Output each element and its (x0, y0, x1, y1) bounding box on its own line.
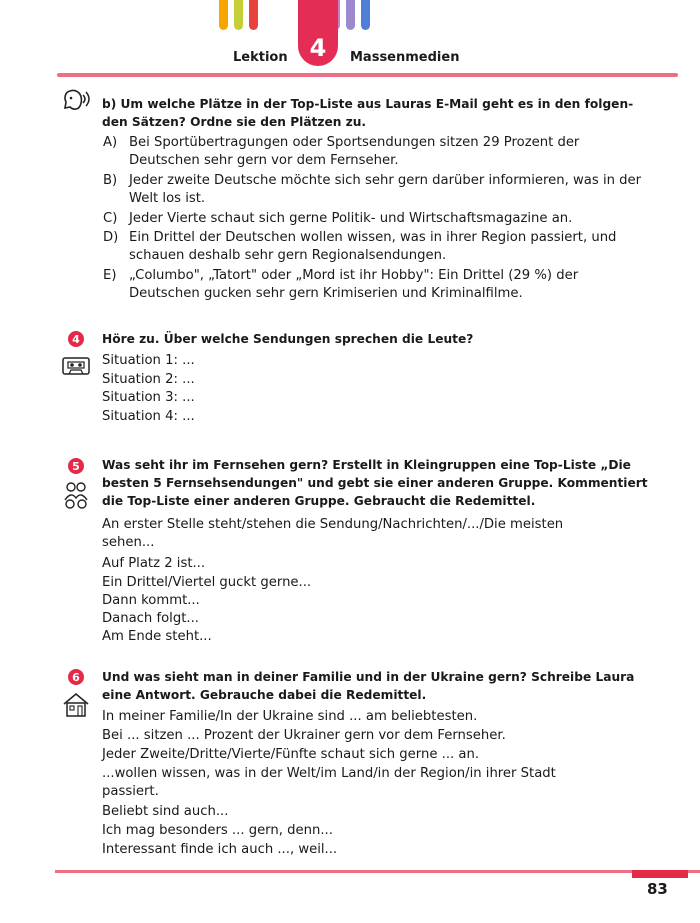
task-6-instruction-line-2: eine Antwort. Gebrauche dabei die Redemittel. (102, 688, 427, 702)
speaking-head-icon (62, 88, 92, 114)
task-6-line-2: Bei ... sitzen ... Prozent der Ukrainer gern vor dem Fernseher. (102, 728, 506, 743)
task-5-instruction-line-3: die Top-Liste einer anderen Gruppe. Gebraucht die Redemittel. (102, 494, 536, 508)
task-5-number: 5 (68, 458, 84, 474)
task-4-line-3: Situation 3: ... (102, 390, 195, 405)
task-6-line-5: passiert. (102, 784, 159, 799)
task-5-line-7: Am Ende steht... (102, 629, 212, 644)
task-b-item-d: D) Ein Drittel der Deutschen wollen wissen, was in ihrer Region passiert, und schauen deshalb sehr gern Regionalsendungen. (103, 230, 617, 264)
footer-divider (55, 870, 700, 873)
cassette-tape-icon (62, 356, 90, 376)
task-4-line-2: Situation 2: ... (102, 372, 195, 387)
task-6-line-8: Interessant finde ich auch ..., weil... (102, 842, 338, 857)
task-4-line-1: Situation 1: ... (102, 353, 195, 368)
lesson-number: 4 (309, 34, 327, 62)
task-6-line-6: Beliebt sind auch... (102, 804, 229, 819)
task-b-item-c: C) Jeder Vierte schaut sich gerne Politik- und Wirtschaftsmagazine an. (103, 211, 573, 226)
task-6-line-4: ...wollen wissen, was in der Welt/im Land/in der Region/in ihrer Stadt (102, 766, 556, 781)
header-divider (57, 73, 678, 77)
page-number: 83 (647, 880, 668, 898)
task-b-item-a: A) Bei Sportübertragungen oder Sportsendungen sitzen 29 Prozent der Deutschen sehr gern vor dem Fernseher. (103, 135, 580, 169)
task-5-line-5: Dann kommt... (102, 593, 200, 608)
task-5-line-1: An erster Stelle steht/stehen die Sendung/Nachrichten/.../Die meisten (102, 517, 564, 532)
task-b-item-e: E) „Columbo", „Tatort" oder „Mord ist ihr Hobby": Ein Drittel (29 %) der Deutschen gucken sehr gern Krimiserien und Kriminalfilme. (103, 268, 579, 302)
group-work-icon (62, 480, 90, 510)
task-6-line-1: In meiner Familie/In der Ukraine sind ... am beliebtesten. (102, 709, 478, 724)
house-homework-icon (62, 692, 90, 718)
task-4-instruction: Höre zu. Über welche Sendungen sprechen die Leute? (102, 332, 474, 346)
task-5-instruction-line-2: besten 5 Fernsehsendungen" und gebt sie einer anderen Gruppe. Kommentiert (102, 476, 648, 490)
task-6-line-3: Jeder Zweite/Dritte/Vierte/Fünfte schaut sich gerne ... an. (102, 747, 480, 762)
task-4-line-4: Situation 4: ... (102, 409, 195, 424)
task-5-instruction-line-1: Was seht ihr im Fernsehen gern? Erstellt in Kleingruppen eine Top-Liste „Die (102, 458, 631, 472)
task-6-instruction-line-1: Und was sieht man in deiner Familie und in der Ukraine gern? Schreibe Laura (102, 670, 635, 684)
task-b-item-b: B) Jeder zweite Deutsche möchte sich sehr gern darüber informieren, was in der Welt los ist. (103, 173, 642, 207)
task-b-instruction-line-1: b) Um welche Plätze in der Top-Liste aus Lauras E-Mail geht es in den folgen- (102, 97, 634, 111)
task-b-instruction-line-2: den Sätzen? Ordne sie den Plätzen zu. (102, 115, 367, 129)
lesson-number-badge (298, 0, 338, 66)
task-5-line-3: Auf Platz 2 ist... (102, 556, 206, 571)
topic-title: Massenmedien (350, 50, 460, 65)
task-5-line-6: Danach folgt... (102, 611, 199, 626)
task-4-number: 4 (68, 331, 84, 347)
task-5-line-2: sehen... (102, 535, 155, 550)
task-6-number: 6 (68, 669, 84, 685)
lesson-label: Lektion (233, 50, 288, 65)
footer-accent-bar (632, 870, 688, 878)
task-5-line-4: Ein Drittel/Viertel guckt gerne... (102, 575, 312, 590)
task-6-line-7: Ich mag besonders ... gern, denn... (102, 823, 333, 838)
